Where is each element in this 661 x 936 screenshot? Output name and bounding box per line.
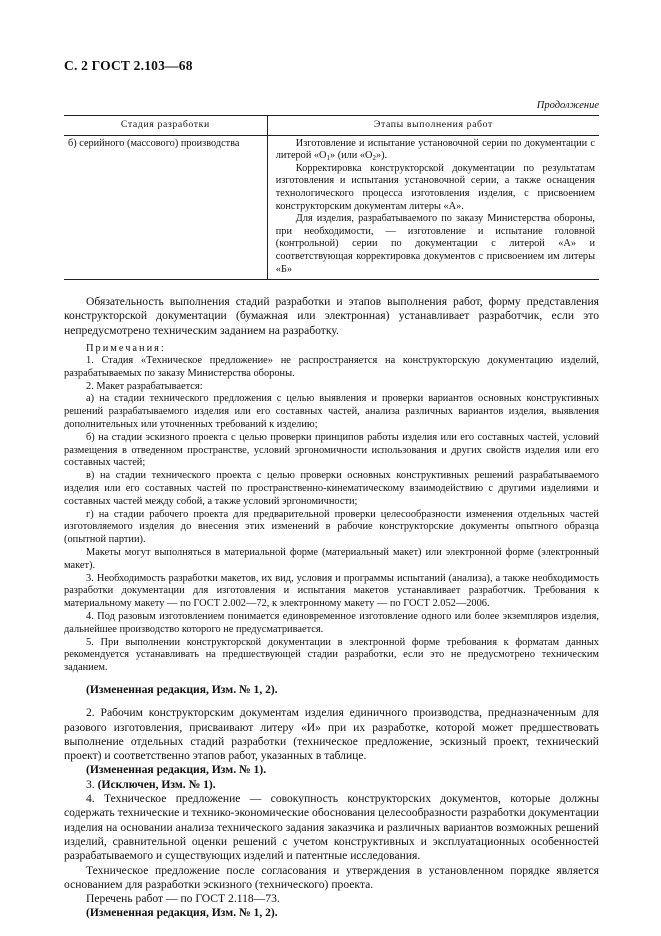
- document-body: [64, 295, 599, 921]
- note-item: г) на стадии рабочего проекта для предварительной проверки целесообразности изменения отдельных частей изготовляемого изделия до внесения этих изменений в рабочие конструкторские документы опытного образца (опытной партии).: [64, 508, 599, 546]
- continuation-label: Продолжение: [536, 100, 599, 111]
- notes-title: Примечания:: [86, 343, 166, 355]
- table-header-row: [64, 116, 599, 136]
- table-row: [64, 135, 599, 280]
- note-item: 2. Макет разрабатывается:: [86, 380, 203, 392]
- steps-cell: [267, 135, 599, 280]
- step-paragraph: Изготовление и испытание установочной серии по документации с литерой «$О_1$» (или «$О_2$»).: [275, 137, 595, 163]
- col-header-stage: Стадия разработки: [64, 116, 267, 136]
- revision-note: (Измененная редакция, Изм. № 1, 2).: [86, 682, 278, 696]
- stages-table: [64, 115, 599, 280]
- note-item: а) на стадии технического предложения с целью выявления и проверки вариантов основных конструктивных решений разрабатываемого изделия или его составных частей, анализа различных вариантов изделия, выявления дополнительных или уточненных требований к изделию;: [64, 393, 599, 430]
- note-item: б) на стадии эскизного проекта с целью проверки принципов работы изделия или его составных частей, условий размещения в отведенном пространстве, условий эргономичности использования и других свойств изделия или его составных частей;: [64, 431, 599, 469]
- note-item: 1. Стадия «Техническое предложение» не распространяется на конструкторскую документацию изделий, разрабатываемых по заказу Министерства обороны.: [64, 355, 599, 379]
- note-item: в) на стадии технического проекта с целью проверки основных конструктивных решений разрабатываемого изделия или его составных частей по пространственно-кинематическому взаимодействию с другими изделиями и составных частей между собой, а также условий эргономичности;: [64, 470, 599, 507]
- revision-note: (Измененная редакция, Изм. № 1).: [86, 763, 267, 777]
- step-paragraph: Корректировка конструкторской документации по результатам изготовления и испытания установочной серии, а также оснащения технологического процесса изготовления изделия, с присвоением конструкторским документам литеры «А».: [275, 162, 595, 212]
- paragraph: Техническое предложение после согласования и утверждения в установленном порядке является основанием для разработки эскизного (технического) проекта.: [64, 863, 599, 891]
- note-item: 3. Необходимость разработки макетов, их вид, условия и программы испытаний (анализа), а также необходимость разработки документации для изготовления и испытания макетов устанавливает разработчик. Требования к материальному макету — по ГОСТ 2.002—72, к электронному макету — по ГОСТ 2.052—2006.: [64, 572, 599, 610]
- page-header: С. 2 ГОСТ 2.103—68: [64, 58, 193, 73]
- step-paragraph: Для изделия, разрабатываемого по заказу Министерства обороны, при необходимости, — изготовление и испытание головной (контрольной) серии по документации с литерой «А» и соответствующая корректировка документов с присвоением им литеры «Б»: [275, 213, 595, 275]
- col-header-steps: Этапы выполнения работ: [267, 116, 599, 136]
- paragraph-excluded: 3. (Исключен, Изм. № 1).: [86, 777, 216, 791]
- note-item: 5. При выполнении конструкторской документации в электронной форме требования к форматам данных рекомендуется устанавливать на предшествующей стадии разработки, если это не предусмотрено техническим заданием.: [64, 636, 599, 674]
- note-item: Макеты могут выполняться в материальной форме (материальный макет) или электронной форме (электронный макет).: [64, 546, 599, 571]
- stage-cell: б) серийного (массового) производства: [64, 135, 267, 280]
- note-item: 4. Под разовым изготовлением понимается единовременное изготовление одного или более экземпляров изделия, дальнейшее производство которого не предусматривается.: [64, 610, 599, 635]
- paragraph: 2. Рабочим конструкторским документам изделия единичного производства, предназначенным для разового изготовления, присваивают литеру «И» при их разработке, которой может предшествовать выполнение отдельных стадий разработки (техническое предложение, эскизный проект, технический проект) и соответственно этапов работ, указанных в таблице.: [64, 706, 599, 763]
- paragraph: 4. Техническое предложение — совокупность конструкторских документов, которые должны содержать технические и технико-экономические обоснования целесообразности разработки документации изделия на основании анализа технического задания заказчика и различных вариантов возможных решений изделий, сравнительной оценки решений с учетом конструктивных и эксплуатационных особенностей разрабатываемого и существующих изделий и патентные исследования.: [64, 792, 599, 863]
- revision-note: (Измененная редакция, Изм. № 1, 2).: [86, 906, 278, 920]
- paragraph: Обязательность выполнения стадий разработки и этапов выполнения работ, форму представления конструкторской документации (бумажная или электронная) устанавливает разработчик, если это непредусмотрено техническим заданием на разработку.: [64, 295, 599, 337]
- paragraph: Перечень работ — по ГОСТ 2.118—73.: [86, 892, 280, 906]
